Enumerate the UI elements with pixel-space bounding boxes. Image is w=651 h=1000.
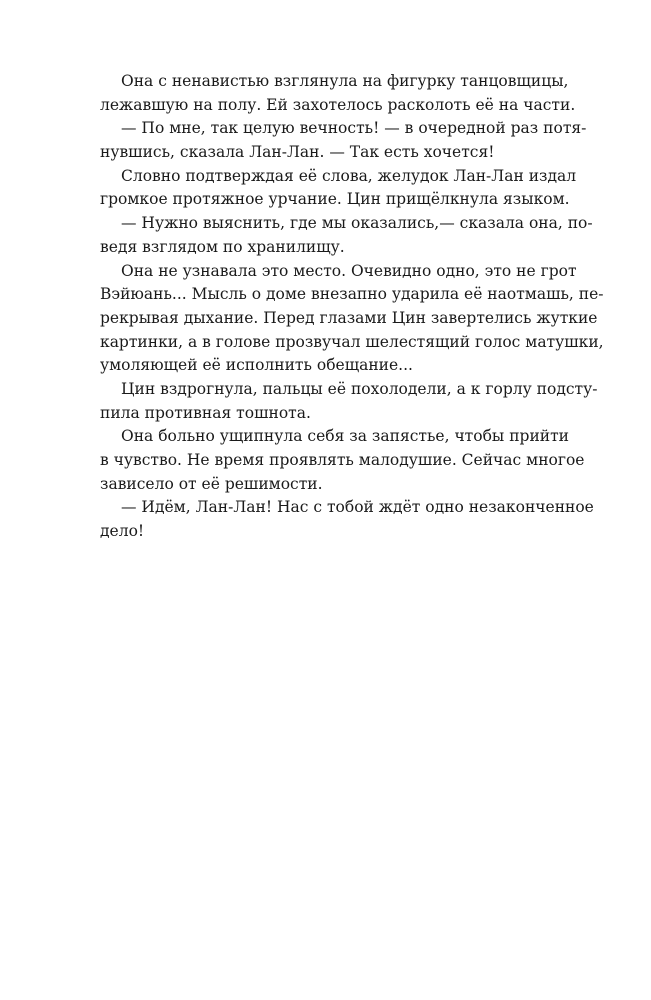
text-line: Цин вздрогнула, пальцы её похолодели, а к горлу подсту- [121,379,598,398]
text-line: пила противная тошнота. [100,403,311,422]
text-line: зависело от её решимости. [100,474,323,493]
text-line: картинки, а в голове прозвучал шелестящий голос матушки, [100,332,604,351]
text-line: Вэйюань... Мысль о доме внезапно ударила её наотмашь, пе- [100,285,604,304]
text-line: Словно подтверждая её слова, желудок Лан-Лан издал [121,166,577,185]
book-page-text [100,70,604,544]
text-line: дело! [100,522,145,541]
text-line: — По мне, так целую вечность! — в очередной раз потя- [121,119,587,138]
text-line: громкое протяжное урчание. Цин прищёлкнула языком. [100,190,570,209]
text-line: — Идём, Лан-Лан! Нас с тобой ждёт одно незаконченное [121,498,594,517]
text-line: рекрывая дыхание. Перед глазами Цин завертелись жуткие [100,308,598,327]
text-line: Она с ненавистью взглянула на фигурку танцовщицы, [121,72,569,90]
text-line: ведя взглядом по хранилищу. [100,237,345,256]
text-line: в чувство. Не время проявлять малодушие. Сейчас многое [100,451,585,469]
text-line: лежавшую на полу. Ей захотелось расколоть её на части. [100,95,576,114]
text-line: нувшись, сказала Лан-Лан. — Так есть хочется! [100,143,495,162]
text-line: — Нужно выяснить, где мы оказались,— сказала она, по- [121,214,593,233]
text-line: Она не узнавала это место. Очевидно одно, это не грот [121,261,577,280]
text-line: умоляющей её исполнить обещание... [100,356,413,375]
text-line: Она больно ущипнула себя за запястье, чтобы прийти [121,427,570,446]
